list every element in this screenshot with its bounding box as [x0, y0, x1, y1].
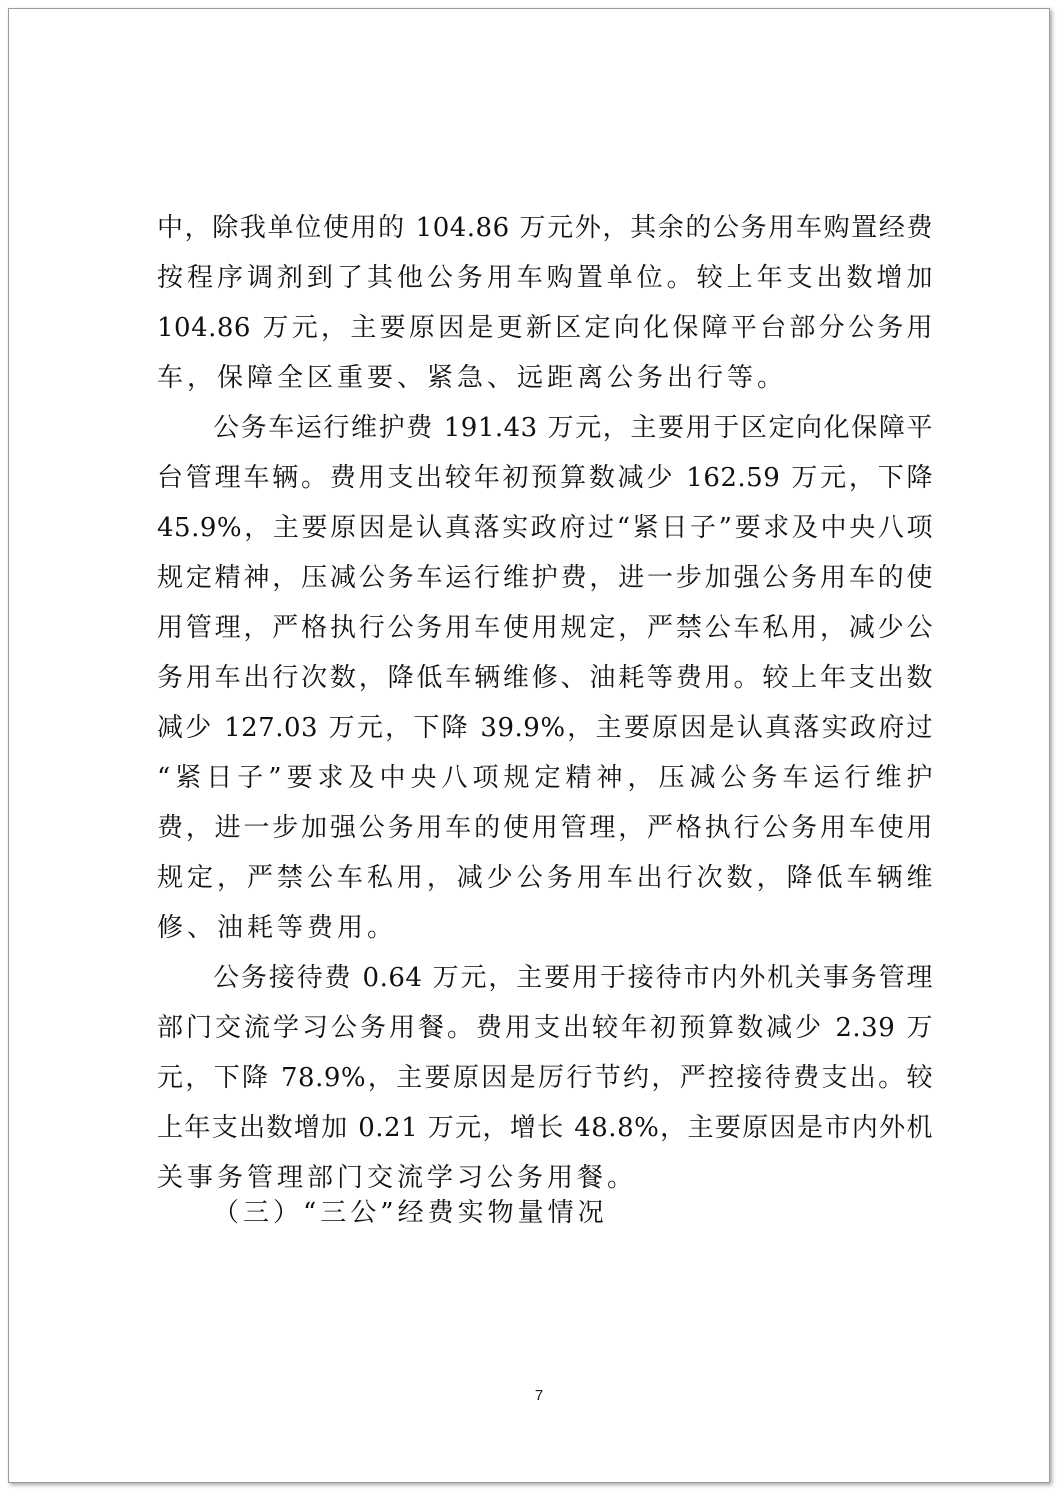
page-number: 7 — [534, 1387, 544, 1404]
paragraph-line: 中，除我单位使用的 104.86 万元外，其余的公务用车购置经费 — [157, 213, 933, 243]
paragraph-line: 公务接待费 0.64 万元，主要用于接待市内外机关事务管理 — [213, 963, 933, 993]
paragraph-line: 用管理，严格执行公务用车使用规定，严禁公车私用，减少公 — [157, 613, 933, 643]
paragraph-line: 45.9%，主要原因是认真落实政府过“紧日子”要求及中央八项 — [157, 513, 933, 543]
paragraph-line: “紧日子”要求及中央八项规定精神，压减公务车运行维护 — [157, 763, 933, 793]
document-page — [8, 8, 1050, 1483]
paragraph-line: 务用车出行次数，降低车辆维修、油耗等费用。较上年支出数 — [157, 663, 933, 693]
paragraph-line: 规定，严禁公车私用，减少公务用车出行次数，降低车辆维 — [157, 863, 933, 893]
paragraph-line: 104.86 万元，主要原因是更新区定向化保障平台部分公务用 — [157, 313, 933, 343]
paragraph-line: 规定精神，压减公务车运行维护费，进一步加强公务用车的使 — [157, 563, 933, 593]
paragraph-line: 按程序调剂到了其他公务用车购置单位。较上年支出数增加 — [157, 263, 933, 293]
paragraph-line: 元，下降 78.9%，主要原因是厉行节约，严控接待费支出。较 — [157, 1063, 933, 1093]
paragraph-line: 车，保障全区重要、紧急、远距离公务出行等。 — [157, 363, 788, 393]
paragraph-line: 台管理车辆。费用支出较年初预算数减少 162.59 万元，下降 — [157, 463, 933, 493]
paragraph-line: 减少 127.03 万元，下降 39.9%，主要原因是认真落实政府过 — [157, 713, 933, 743]
paragraph-line: 费，进一步加强公务用车的使用管理，严格执行公务用车使用 — [157, 813, 933, 843]
paragraph-line: 关事务管理部门交流学习公务用餐。 — [157, 1163, 638, 1193]
paragraph-line: 公务车运行维护费 191.43 万元，主要用于区定向化保障平 — [213, 413, 933, 443]
paragraph-line: 上年支出数增加 0.21 万元，增长 48.8%，主要原因是市内外机 — [157, 1113, 933, 1143]
paragraph-line: 修、油耗等费用。 — [157, 913, 398, 943]
section-heading: （三）“三公”经费实物量情况 — [213, 1198, 608, 1228]
paragraph-line: 部门交流学习公务用餐。费用支出较年初预算数减少 2.39 万 — [157, 1013, 933, 1043]
